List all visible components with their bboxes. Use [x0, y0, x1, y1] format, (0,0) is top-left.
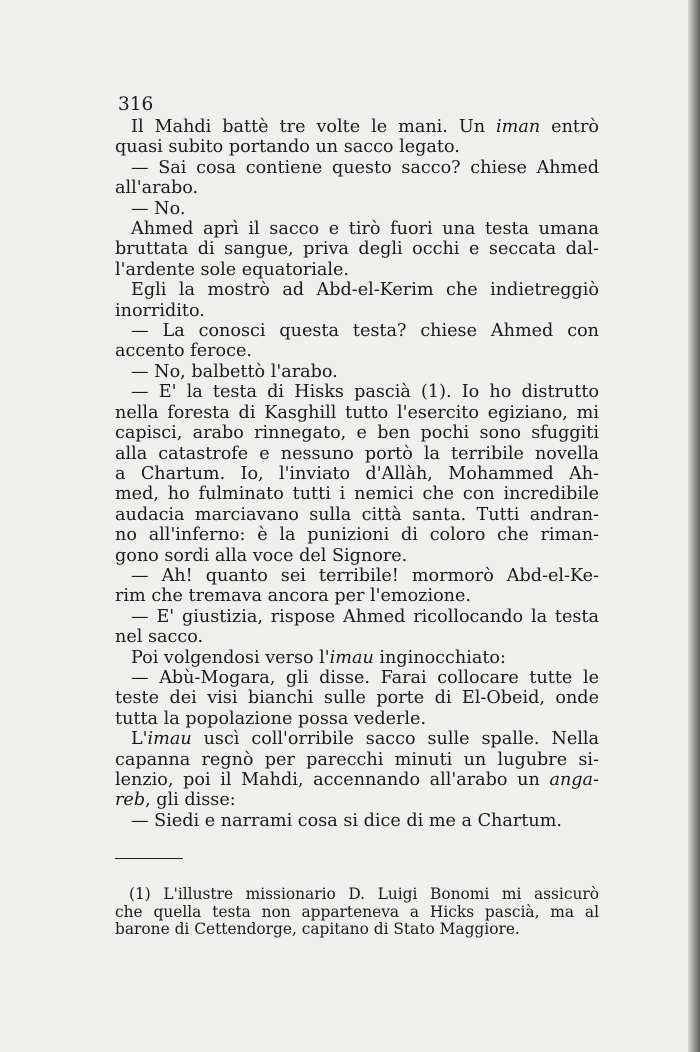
line-text: l'ardente sole equatoriale. [115, 259, 350, 280]
line-text: bruttata di sangue, priva degli occhi e seccata dal- [115, 239, 599, 260]
line-text: all'arabo. [115, 178, 199, 199]
body-text [115, 117, 599, 831]
line-text: — Ah! quanto sei terribile! mormorò Abd-el-Ke- [131, 565, 599, 586]
line-text: rim che tremava ancora per l'emozione. [115, 586, 471, 607]
line-text: Ahmed aprì il sacco e tirò fuori una testa umana [131, 219, 599, 240]
line-text: alla catastrofe e nessuno portò la terribile novella [115, 443, 599, 464]
body-line [115, 362, 599, 382]
line-text: — No. [131, 198, 186, 219]
body-line [115, 178, 599, 198]
line-text: — No, balbettò l'arabo. [131, 361, 338, 382]
footnote [115, 886, 599, 939]
line-text: Poi volgendosi verso l' [131, 647, 330, 668]
body-line [115, 444, 599, 464]
line-text: nel sacco. [115, 627, 204, 648]
body-line [115, 750, 599, 770]
line-text: — Siedi e narrami cosa si dice di me a Chartum. [131, 810, 562, 831]
line-text: med, ho fulminato tutti i nemici che con incredibile [115, 484, 599, 505]
body-line [115, 586, 599, 606]
body-line [115, 627, 599, 647]
body-line [115, 239, 599, 259]
body-line [115, 811, 599, 831]
line-text: no all'inferno: è la punizioni di coloro che riman- [115, 525, 599, 546]
body-line [115, 382, 599, 402]
body-line [115, 648, 599, 668]
italic-word: anga- [549, 770, 599, 790]
line-text: uscì coll'orribile sacco sulle spalle. Nella [191, 729, 599, 750]
body-line [115, 199, 599, 219]
line-text: (1) L'illustre missionario D. Luigi Bonomi mi assicurò [129, 885, 599, 903]
body-line [115, 423, 599, 443]
body-line [115, 505, 599, 525]
body-line [115, 341, 599, 361]
line-text: — La conosci questa testa? chiese Ahmed con [131, 321, 599, 342]
body-line [115, 117, 599, 137]
italic-word: iman [496, 117, 541, 137]
line-text: tutta la popolazione possa vederle. [115, 708, 427, 729]
body-line [115, 770, 599, 790]
line-text: quasi subito portando un sacco legato. [115, 137, 460, 158]
body-line [115, 403, 599, 423]
italic-word: imau [147, 729, 192, 750]
line-text: — Abù-Mogara, gli disse. Farai collocare tutte le [131, 667, 599, 688]
line-text: , gli disse: [145, 790, 236, 811]
line-text: — E' la testa di Hisks pascià (1). Io ho distrutto [131, 382, 599, 403]
line-text: Il Mahdi battè tre volte le mani. Un [131, 117, 497, 137]
body-line [115, 709, 599, 729]
line-text: gono sordi alla voce del Signore. [115, 545, 408, 566]
footnote-line [115, 886, 599, 904]
body-line [115, 668, 599, 688]
line-text: nella foresta di Kasghill tutto l'esercito egiziano, mi [115, 402, 599, 423]
body-line [115, 219, 599, 239]
line-text: L' [131, 729, 148, 750]
line-text: capisci, arabo rinnegato, e ben pochi sono sfuggiti [115, 423, 599, 444]
page-number: 316 [118, 94, 154, 115]
italic-word: reb [115, 790, 146, 811]
body-line [115, 301, 599, 321]
body-line [115, 525, 599, 545]
page-edge-shadow [688, 0, 700, 1052]
footnote-separator [115, 858, 183, 859]
line-text: — Sai cosa contiene questo sacco? chiese Ahmed [131, 157, 599, 178]
body-line [115, 464, 599, 484]
line-text: barone di Cettendorge, capitano di Stato Maggiore. [115, 920, 520, 938]
body-line [115, 137, 599, 157]
footnote-line [115, 921, 599, 939]
footnote-line [115, 904, 599, 922]
line-text: — E' giustizia, rispose Ahmed ricollocando la testa [131, 606, 599, 627]
line-text: entrò [540, 117, 599, 137]
line-text: capanna regnò per parecchi minuti un lugubre si- [115, 749, 599, 770]
body-line [115, 607, 599, 627]
body-line [115, 790, 599, 810]
line-text: lenzio, poi il Mahdi, accennando all'arabo un [115, 770, 550, 790]
body-line [115, 260, 599, 280]
italic-word: imau [329, 647, 374, 668]
body-line [115, 158, 599, 178]
line-text: che quella testa non apparteneva a Hicks pascià, ma al [115, 902, 599, 921]
body-line [115, 484, 599, 504]
line-text: inginocchiato: [373, 647, 506, 668]
line-text: Egli la mostrò ad Abd-el-Kerim che indietreggiò [131, 280, 599, 301]
body-line [115, 280, 599, 300]
line-text: teste dei visi bianchi sulle porte di El-Obeid, onde [115, 688, 599, 709]
body-line [115, 546, 599, 566]
line-text: a Chartum. Io, l'inviato d'Allàh, Mohammed Ah- [115, 463, 599, 484]
line-text: accento feroce. [115, 341, 252, 362]
body-line [115, 729, 599, 749]
body-line [115, 566, 599, 586]
body-line [115, 688, 599, 708]
body-line [115, 321, 599, 341]
line-text: inorridito. [115, 300, 205, 321]
line-text: audacia marciavano sulla città santa. Tutti andran- [115, 504, 599, 525]
